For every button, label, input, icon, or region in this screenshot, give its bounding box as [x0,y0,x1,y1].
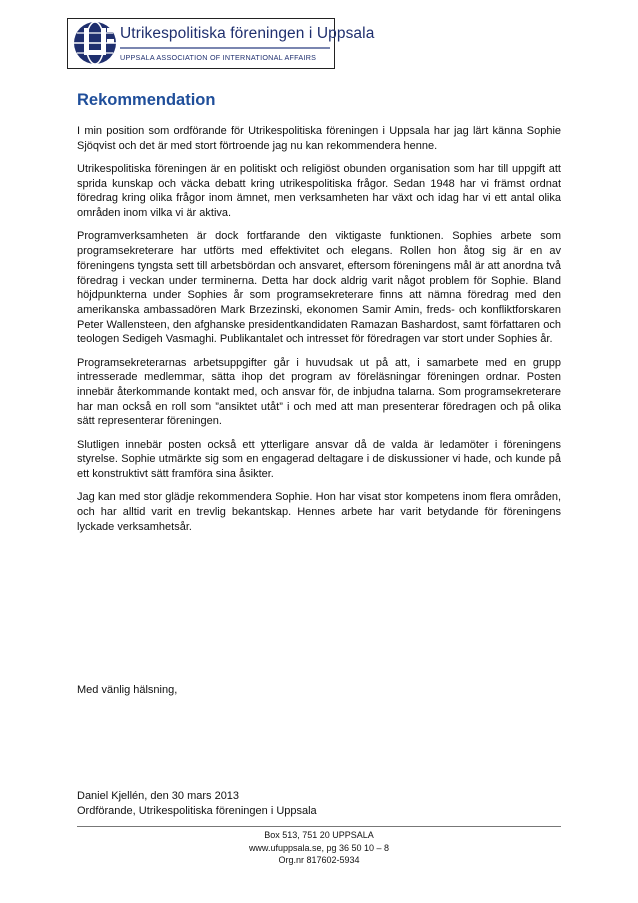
footer-address: Box 513, 751 20 UPPSALA [264,830,374,840]
globe-logo-icon [72,20,118,66]
paragraph-duties: Programsekreterarnas arbetsuppgifter går i huvudsak ut på att, i samarbete med en grupp intresserade medlemmar, sätta ihop det program av föreläsningar föreningen ordnar. Posten innebär återkommande kontakt med, och ansvar för, de inbjudna talarna. Som programsekreterare har man också en roll som ”ansiktet utåt” i och med att man presenterar föredragen och på olika sätt representerar föreningen. [77,356,561,428]
paragraph-conclusion: Jag kan med stor glädje rekommendera Sophie. Hon har visat stor kompetens inom flera områden, och har alltid varit en trevlig bekantskap. Hennes arbete har varit betydande för föreningens lyckade verksamhetsår. [77,491,561,533]
paragraph-intro: I min position som ordförande för Utrikespolitiska föreningen i Uppsala har jag lärt känna Sophie Sjöqvist och det är med stort förtroende jag nu kan rekommendera henne. [77,125,561,152]
signature-block [77,789,317,818]
letter-title: Rekommendation [77,91,216,109]
paragraph-organisation: Utrikespolitiska föreningen är en politiskt och religiöst obunden organisation som har till uppgift att sprida kunskap och väcka debatt kring utrikespolitiska frågor. Sedan 1948 har vi främst ordnat föredrag kring olika frågor inom ämnet, men verksamheten har växt och idag har vi ett antal olika områden inom vilka vi är aktiva. [77,163,561,220]
letter-body [77,124,561,543]
signature-role: Ordförande, Utrikespolitiska föreningen i Uppsala [77,804,317,817]
org-subtitle: UPPSALA ASSOCIATION OF INTERNATIONAL AFFAIRS [120,53,317,62]
paragraph-board: Slutligen innebär posten också ett ytterligare ansvar då de valda är ledamöter i föreningens styrelse. Sophie utmärkte sig som en engagerad deltagare i de diskussioner vi hade, och kunde på ett konstruktivt sätt framföra sina åsikter. [77,438,561,481]
closing-salutation: Med vänlig hälsning, [77,684,178,696]
letterhead-logo [67,18,375,69]
signature-name-date: Daniel Kjellén, den 30 mars 2013 [77,790,240,802]
org-name: Utrikespolitiska föreningen i Uppsala [120,25,375,42]
paragraph-program: Programverksamheten är dock fortfarande den viktigaste funktionen. Sophies arbete som programsekreterare har utförts med effektivitet och elegans. Rollen hon åtog sig är en av föreningens tyngsta sett till arbetsbördan och ansvaret, eftersom föreningens mål är att anordna två föredrag i veckan under terminerna. Detta har dock aldrig varit något problem för Sophie. Bland höjdpunkterna under Sophies år som programsekreterare finns att nämna föredrag med den amerikanska ambassadören Mark Brzezinski, ekonomen Samir Amin, freds- och konfliktforskaren Peter Wallensteen, den afghanske presidentkandidaten Ramazan Bashardost, samt författaren och teologen Sedigeh Vasmaghi. Publikantalet och intresset för föredragen var stort under Sophies år. [77,230,561,346]
logo-divider [120,47,330,49]
footer [0,829,638,865]
footer-contact: www.ufuppsala.se, pg 36 50 10 – 8 [248,842,390,853]
footer-orgnr: Org.nr 817602-5934 [278,855,360,865]
footer-divider [77,826,561,827]
